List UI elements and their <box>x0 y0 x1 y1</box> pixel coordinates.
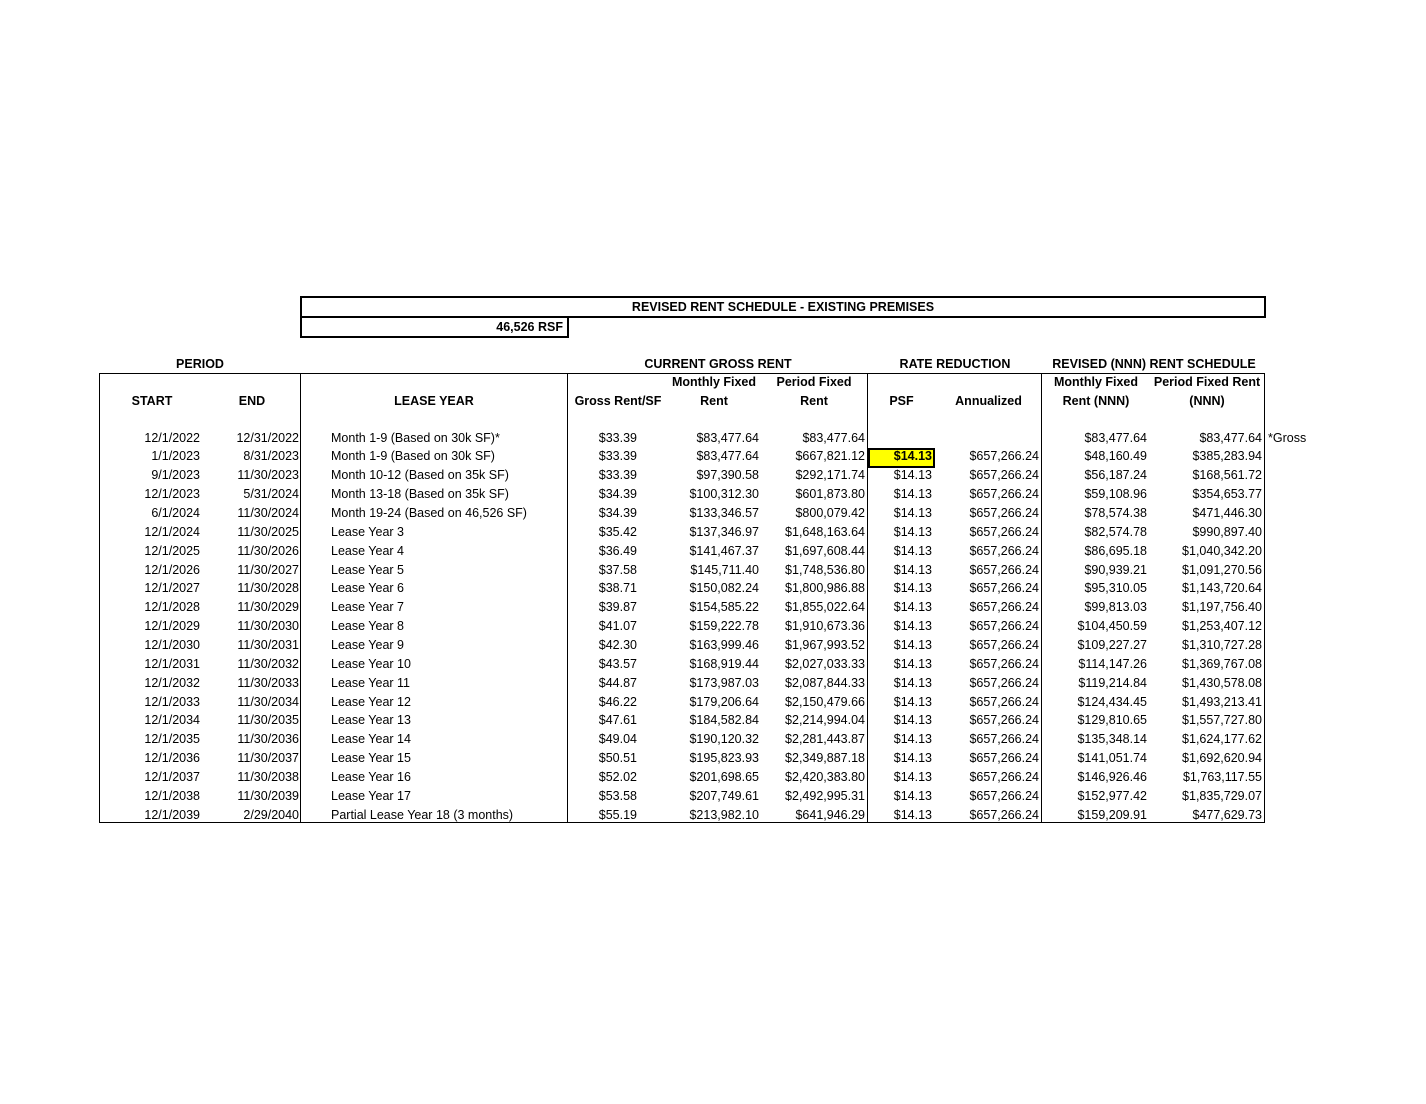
cell-psf: $14.13 <box>893 788 932 803</box>
cell-period: $2,492,995.31 <box>785 788 865 803</box>
cell-period: $1,748,536.80 <box>785 562 865 577</box>
cell-start: 6/1/2024 <box>151 506 200 520</box>
cell-gross: $53.58 <box>598 788 637 803</box>
cell-period: $1,855,022.64 <box>785 600 865 615</box>
cell-lease: Lease Year 7 <box>331 600 404 615</box>
cell-lease: Partial Lease Year 18 (3 months) <box>331 807 514 822</box>
cell-end: 5/31/2024 <box>243 487 299 502</box>
cell-nnn-monthly: $48,160.49 <box>1084 449 1147 464</box>
cell-lease: Lease Year 5 <box>331 562 404 577</box>
cell-nnn-period: $1,557,727.80 <box>1182 713 1262 728</box>
cell-monthly: $207,749.61 <box>689 788 759 803</box>
cell-psf: $14.13 <box>893 581 932 596</box>
cell-period: $1,800,986.88 <box>785 581 865 596</box>
cell-start: 12/1/2037 <box>144 769 200 784</box>
cell-nnn-monthly: $146,926.46 <box>1077 769 1147 784</box>
cell-annual: $657,266.24 <box>969 487 1039 502</box>
cell-monthly: $179,206.64 <box>689 694 759 709</box>
cell-gross: $33.39 <box>598 449 637 464</box>
cell-end: 11/30/2031 <box>237 637 299 652</box>
cell-monthly: $163,999.46 <box>689 637 759 652</box>
cell-psf: $14.13 <box>893 543 932 558</box>
cell-monthly: $154,585.22 <box>689 600 759 615</box>
cell-gross: $50.51 <box>598 751 637 766</box>
cell-annual: $657,266.24 <box>969 732 1039 747</box>
cell-nnn-monthly: $135,348.14 <box>1077 732 1147 747</box>
cell-nnn-monthly: $59,108.96 <box>1084 487 1147 502</box>
cell-gross: $35.42 <box>598 524 637 539</box>
cell-monthly: $213,982.10 <box>689 807 759 822</box>
group-current-gross-rent: CURRENT GROSS RENT <box>644 357 792 371</box>
group-period: PERIOD <box>176 357 224 371</box>
cell-psf: $14.13 <box>893 468 932 483</box>
cell-psf <box>868 429 932 448</box>
cell-start: 12/1/2027 <box>144 581 200 596</box>
cell-gross: $41.07 <box>598 619 637 634</box>
cell-psf: $14.13 <box>893 506 932 520</box>
cell-annual: $657,266.24 <box>969 449 1039 464</box>
cell-annual: $657,266.24 <box>969 562 1039 577</box>
cell-start: 12/1/2034 <box>144 713 200 728</box>
cell-lease: Lease Year 17 <box>331 788 411 803</box>
cell-annual: $657,266.24 <box>969 524 1039 539</box>
cell-nnn-monthly: $56,187.24 <box>1084 468 1147 483</box>
cell-start: 12/1/2026 <box>144 562 200 577</box>
cell-end: 11/30/2025 <box>237 524 299 539</box>
cell-nnn-period: $1,624,177.62 <box>1182 732 1262 747</box>
cell-start: 12/1/2031 <box>144 656 200 671</box>
cell-lease: Lease Year 8 <box>331 619 404 634</box>
cell-monthly: $168,919.44 <box>689 656 759 671</box>
cell-psf: $14.13 <box>893 656 932 671</box>
cell-period: $1,648,163.64 <box>785 524 865 539</box>
cell-lease: Lease Year 13 <box>331 713 411 728</box>
cell-gross: $43.57 <box>598 656 637 671</box>
cell-psf: $14.13 <box>893 619 932 634</box>
cell-start: 12/1/2022 <box>144 430 200 445</box>
header-gross-rent-sf: Gross Rent/SF <box>574 394 662 408</box>
cell-gross: $33.39 <box>598 430 637 445</box>
cell-lease: Month 19-24 (Based on 46,526 SF) <box>331 506 527 520</box>
cell-lease: Lease Year 10 <box>331 656 411 671</box>
cell-period: $1,967,993.52 <box>785 637 865 652</box>
cell-gross: $33.39 <box>598 468 637 483</box>
cell-monthly: $137,346.97 <box>689 524 759 539</box>
cell-gross: $44.87 <box>598 675 637 690</box>
cell-nnn-monthly: $114,147.26 <box>1078 656 1147 671</box>
cell-annual: $657,266.24 <box>969 637 1039 652</box>
cell-annual: $657,266.24 <box>969 675 1039 690</box>
cell-nnn-period: $1,040,342.20 <box>1182 543 1262 558</box>
cell-start: 12/1/2023 <box>144 487 200 502</box>
cell-period: $800,079.42 <box>795 506 865 520</box>
group-revised-nnn: REVISED (NNN) RENT SCHEDULE <box>1052 357 1256 371</box>
cell-start: 12/1/2038 <box>144 788 200 803</box>
cell-nnn-monthly: $95,310.05 <box>1084 581 1147 596</box>
cell-period: $601,873.80 <box>795 487 865 502</box>
cell-annual: $657,266.24 <box>969 694 1039 709</box>
cell-period: $2,150,479.66 <box>785 694 865 709</box>
cell-start: 12/1/2035 <box>144 732 200 747</box>
cell-end: 11/30/2039 <box>237 788 299 803</box>
cell-annual: $657,266.24 <box>969 506 1039 520</box>
cell-start: 12/1/2036 <box>144 751 200 766</box>
cell-monthly: $145,711.40 <box>690 562 759 577</box>
cell-nnn-period: $477,629.73 <box>1192 807 1262 822</box>
cell-nnn-period: $471,446.30 <box>1192 506 1262 520</box>
cell-gross: $34.39 <box>598 506 637 520</box>
cell-psf: $14.13 <box>893 562 932 577</box>
header-annualized: Annualized <box>955 394 1022 408</box>
cell-start: 12/1/2033 <box>144 694 200 709</box>
cell-start: 12/1/2029 <box>144 619 200 634</box>
cell-gross: $46.22 <box>598 694 637 709</box>
cell-gross: $55.19 <box>598 807 637 822</box>
cell-period: $2,214,994.04 <box>785 713 865 728</box>
header-monthly-fixed: Monthly Fixed <box>671 375 757 389</box>
cell-lease: Lease Year 6 <box>331 581 404 596</box>
cell-period: $2,420,383.80 <box>785 769 865 784</box>
cell-psf: $14.13 <box>893 807 932 822</box>
cell-nnn-monthly: $141,051.74 <box>1077 751 1147 766</box>
cell-monthly: $83,477.64 <box>696 430 759 445</box>
cell-start: 12/1/2030 <box>144 637 200 652</box>
cell-gross: $49.04 <box>598 732 637 747</box>
cell-annual: $657,266.24 <box>969 600 1039 615</box>
rsf-value: 46,526 RSF <box>300 316 569 338</box>
cell-period: $292,171.74 <box>795 468 865 483</box>
cell-start: 12/1/2028 <box>144 600 200 615</box>
header-nnn-period-rent: (NNN) <box>1189 394 1225 408</box>
cell-nnn-monthly: $78,574.38 <box>1084 506 1147 520</box>
cell-psf: $14.13 <box>893 694 932 709</box>
cell-nnn-period: $1,369,767.08 <box>1182 656 1262 671</box>
header-monthly-fixed-rent: Rent <box>700 394 728 408</box>
cell-psf: $14.13 <box>893 487 932 502</box>
cell-nnn-monthly: $159,209.91 <box>1077 807 1147 822</box>
cell-nnn-period: $1,493,213.41 <box>1182 694 1262 709</box>
cell-lease: Lease Year 9 <box>331 637 404 652</box>
cell-end: 11/30/2028 <box>237 581 299 596</box>
cell-end: 11/30/2033 <box>237 675 299 690</box>
cell-monthly: $97,390.58 <box>696 468 759 483</box>
cell-nnn-monthly: $119,214.84 <box>1078 675 1147 690</box>
cell-period: $2,027,033.33 <box>785 656 865 671</box>
cell-nnn-monthly: $99,813.03 <box>1084 600 1147 615</box>
cell-nnn-period: $1,253,407.12 <box>1182 619 1262 634</box>
cell-nnn-monthly: $152,977.42 <box>1077 788 1147 803</box>
cell-annual: $657,266.24 <box>969 751 1039 766</box>
cell-psf: $14.13 <box>893 732 932 747</box>
cell-annual: $657,266.24 <box>969 807 1039 822</box>
cell-start: 12/1/2032 <box>144 675 200 690</box>
cell-nnn-period: $354,653.77 <box>1192 487 1262 502</box>
cell-period: $2,087,844.33 <box>785 675 865 690</box>
cell-gross: $38.71 <box>598 581 637 596</box>
cell-nnn-monthly: $104,450.59 <box>1077 619 1147 634</box>
cell-end: 11/30/2034 <box>237 694 299 709</box>
cell-psf: $14.13 <box>893 449 932 464</box>
header-period-fixed: Period Fixed <box>776 375 852 389</box>
cell-monthly: $150,082.24 <box>689 581 759 596</box>
cell-end: 12/31/2022 <box>236 430 299 445</box>
cell-nnn-period: $168,561.72 <box>1192 468 1262 483</box>
cell-nnn-monthly: $82,574.78 <box>1084 524 1147 539</box>
cell-lease: Lease Year 3 <box>331 524 404 539</box>
cell-nnn-monthly: $124,434.45 <box>1077 694 1147 709</box>
cell-nnn-period: $1,143,720.64 <box>1182 581 1262 596</box>
cell-nnn-period: $1,197,756.40 <box>1182 600 1262 615</box>
cell-monthly: $83,477.64 <box>696 449 759 464</box>
cell-nnn-period: $1,310,727.28 <box>1182 637 1262 652</box>
cell-nnn-monthly: $86,695.18 <box>1084 543 1147 558</box>
cell-period: $1,697,608.44 <box>785 543 865 558</box>
cell-start: 12/1/2025 <box>144 543 200 558</box>
cell-lease: Month 1-9 (Based on 30k SF) <box>331 449 495 464</box>
cell-nnn-monthly: $90,939.21 <box>1084 562 1147 577</box>
cell-annual: $657,266.24 <box>969 788 1039 803</box>
group-rate-reduction: RATE REDUCTION <box>899 357 1011 371</box>
cell-lease: Month 13-18 (Based on 35k SF) <box>331 487 509 502</box>
cell-gross: $37.58 <box>598 562 637 577</box>
cell-end: 11/30/2030 <box>237 619 299 634</box>
schedule-title: REVISED RENT SCHEDULE - EXISTING PREMISES <box>300 296 1266 318</box>
cell-period: $83,477.64 <box>802 430 865 445</box>
cell-end: 2/29/2040 <box>243 807 299 822</box>
cell-annual: $657,266.24 <box>969 543 1039 558</box>
cell-nnn-period: $1,763,117.55 <box>1182 769 1262 784</box>
cell-nnn-period: $990,897.40 <box>1192 524 1262 539</box>
cell-nnn-period: $385,283.94 <box>1192 449 1262 464</box>
cell-end: 11/30/2038 <box>237 769 299 784</box>
header-nnn-monthly-rent: Rent (NNN) <box>1062 394 1130 408</box>
header-period-fixed-rent: Rent <box>800 394 828 408</box>
cell-lease: Month 1-9 (Based on 30k SF)* <box>331 430 500 445</box>
cell-annual: $657,266.24 <box>969 713 1039 728</box>
cell-end: 11/30/2026 <box>237 543 299 558</box>
cell-psf: $14.13 <box>893 769 932 784</box>
header-lease-year: LEASE YEAR <box>394 394 474 408</box>
cell-start: 12/1/2039 <box>144 807 200 822</box>
gross-note: *Gross <box>1268 430 1307 445</box>
cell-nnn-period: $1,835,729.07 <box>1182 788 1262 803</box>
header-nnn-monthly: Monthly Fixed <box>1053 375 1139 389</box>
cell-period: $2,349,887.18 <box>785 751 865 766</box>
cell-end: 11/30/2037 <box>237 751 299 766</box>
cell-annual: $657,266.24 <box>969 468 1039 483</box>
cell-psf: $14.13 <box>893 524 932 539</box>
cell-monthly: $190,120.32 <box>689 732 759 747</box>
cell-period: $667,821.12 <box>795 449 865 464</box>
cell-end: 11/30/2023 <box>237 468 299 483</box>
cell-nnn-period: $1,091,270.56 <box>1182 562 1262 577</box>
cell-monthly: $201,698.65 <box>689 769 759 784</box>
cell-period: $2,281,443.87 <box>785 732 865 747</box>
cell-end: 11/30/2036 <box>237 732 299 747</box>
cell-psf: $14.13 <box>893 675 932 690</box>
cell-lease: Lease Year 11 <box>331 675 411 690</box>
cell-end: 8/31/2023 <box>243 449 299 464</box>
cell-end: 11/30/2032 <box>237 656 299 671</box>
header-psf: PSF <box>889 394 914 408</box>
cell-end: 11/30/2027 <box>237 562 299 577</box>
cell-lease: Lease Year 12 <box>331 694 411 709</box>
header-start: START <box>131 394 173 408</box>
cell-nnn-monthly: $109,227.27 <box>1077 637 1147 652</box>
cell-start: 12/1/2024 <box>144 524 200 539</box>
cell-monthly: $141,467.37 <box>689 543 759 558</box>
cell-gross: $39.87 <box>598 600 637 615</box>
cell-start: 1/1/2023 <box>151 449 200 464</box>
cell-lease: Lease Year 16 <box>331 769 411 784</box>
cell-monthly: $184,582.84 <box>689 713 759 728</box>
cell-gross: $47.61 <box>598 713 637 728</box>
header-end: END <box>238 394 266 408</box>
cell-psf: $14.13 <box>893 713 932 728</box>
cell-gross: $36.49 <box>598 543 637 558</box>
cell-lease: Month 10-12 (Based on 35k SF) <box>331 468 509 483</box>
cell-psf: $14.13 <box>893 600 932 615</box>
cell-monthly: $100,312.30 <box>689 487 759 502</box>
cell-gross: $34.39 <box>598 487 637 502</box>
cell-end: 11/30/2029 <box>237 600 299 615</box>
cell-gross: $42.30 <box>598 637 637 652</box>
cell-gross: $52.02 <box>598 769 637 784</box>
cell-psf: $14.13 <box>893 637 932 652</box>
cell-psf: $14.13 <box>893 751 932 766</box>
header-nnn-period: Period Fixed Rent <box>1153 375 1261 389</box>
cell-nnn-monthly: $83,477.64 <box>1084 430 1147 445</box>
cell-nnn-period: $1,430,578.08 <box>1182 675 1262 690</box>
cell-annual <box>938 429 1039 448</box>
cell-monthly: $195,823.93 <box>689 751 759 766</box>
cell-annual: $657,266.24 <box>969 619 1039 634</box>
cell-nnn-period: $1,692,620.94 <box>1182 751 1262 766</box>
cell-monthly: $133,346.57 <box>689 506 759 520</box>
cell-annual: $657,266.24 <box>969 581 1039 596</box>
cell-lease: Lease Year 14 <box>331 732 411 747</box>
cell-period: $641,946.29 <box>795 807 865 822</box>
cell-lease: Lease Year 15 <box>331 751 411 766</box>
cell-end: 11/30/2035 <box>237 713 299 728</box>
cell-monthly: $159,222.78 <box>689 619 759 634</box>
cell-nnn-period: $83,477.64 <box>1199 430 1262 445</box>
cell-monthly: $173,987.03 <box>689 675 759 690</box>
cell-period: $1,910,673.36 <box>785 619 865 634</box>
cell-annual: $657,266.24 <box>969 656 1039 671</box>
cell-start: 9/1/2023 <box>151 468 200 483</box>
cell-lease: Lease Year 4 <box>331 543 404 558</box>
cell-nnn-monthly: $129,810.65 <box>1077 713 1147 728</box>
cell-end: 11/30/2024 <box>237 506 299 520</box>
cell-annual: $657,266.24 <box>969 769 1039 784</box>
